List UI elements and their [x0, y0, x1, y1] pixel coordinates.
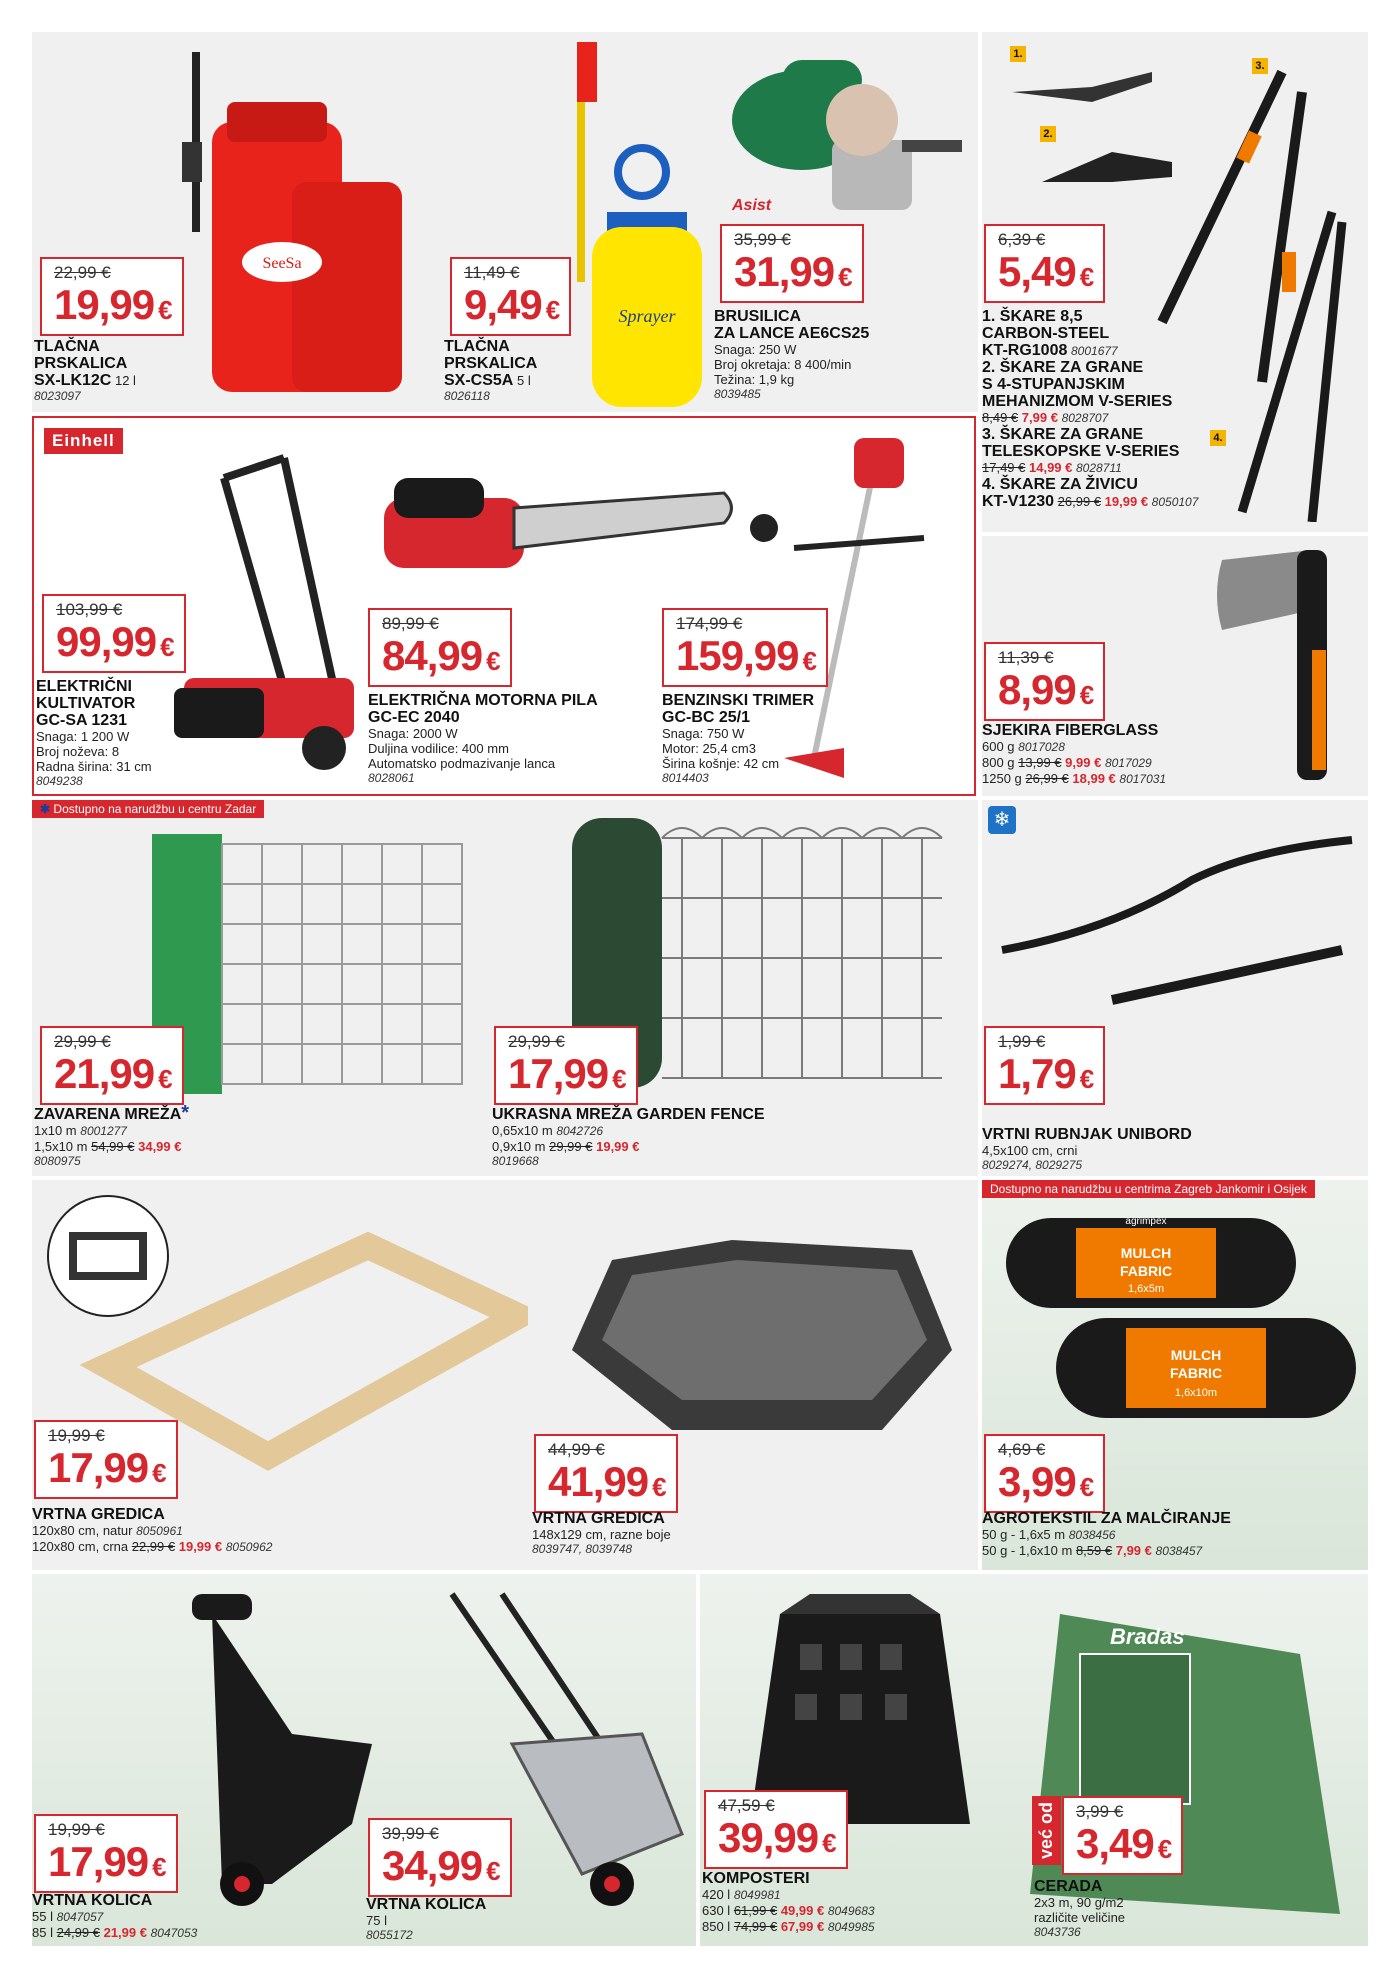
product-code: 8049981: [733, 1888, 781, 1902]
product-code: 8080975: [34, 1154, 81, 1168]
price-box: [450, 257, 571, 336]
old-price: 89,99 €: [382, 614, 439, 633]
product-name: TLAČNA: [444, 338, 510, 355]
sprayer-12l-image: [172, 42, 432, 412]
price-value: 31,99: [734, 248, 835, 295]
badge-3: 3.: [1252, 58, 1268, 74]
price-value: 99,99: [56, 618, 157, 665]
product-info: [492, 1106, 765, 1169]
currency: €: [1157, 1834, 1172, 1864]
product-name: ZA LANCE AE6CS25: [714, 325, 870, 342]
price-value: 41,99: [548, 1458, 649, 1505]
old-price: 19,99 €: [48, 1820, 105, 1839]
variant: 0,9x10 m: [492, 1139, 546, 1154]
availability-banner: [32, 800, 264, 818]
product-code: 8047057: [56, 1910, 104, 1924]
old-price: 8,49 €: [982, 410, 1019, 425]
product-info: [702, 1870, 875, 1935]
old-price: 74,99 €: [733, 1919, 778, 1934]
badge-2: 2.: [1040, 126, 1056, 142]
product-code: 8047053: [150, 1926, 198, 1940]
cell-shears: [982, 32, 1368, 532]
price-box: [984, 642, 1105, 721]
price-box: [42, 594, 186, 673]
new-price: [48, 1446, 166, 1495]
starting-from-badge: već od: [1032, 1796, 1061, 1865]
spec-line: Automatsko podmazivanje lanca: [368, 756, 556, 771]
new-price: [508, 1052, 626, 1101]
item-2-name: MEHANIZMOM V-SERIES: [982, 393, 1173, 410]
product-name: ELEKTRIČNI: [36, 678, 132, 695]
cell-raised-bed-wood: [32, 1180, 532, 1570]
product-code: 8050962: [225, 1540, 273, 1554]
variant: 50 g - 1,6x10 m: [982, 1543, 1073, 1558]
old-price: 54,99 €: [91, 1139, 135, 1154]
cell-sprayer-12l: [32, 32, 442, 412]
variant: 120x80 cm, natur: [32, 1523, 133, 1538]
product-name: KULTIVATOR: [36, 695, 136, 712]
price-box: [368, 608, 512, 687]
product-name: CERADA: [1034, 1878, 1103, 1895]
new-price: [56, 620, 174, 669]
variant: 1,5x10 m: [34, 1139, 88, 1154]
item-2-name: 2. ŠKARE ZA GRANE: [982, 359, 1144, 376]
variant: 50 g - 1,6x5 m: [982, 1527, 1066, 1542]
badge-4: 4.: [1210, 430, 1226, 446]
old-price: 26,99 €: [1025, 771, 1069, 786]
product-code: 8050107: [1151, 495, 1199, 509]
product-name: VRTNA GREDICA: [32, 1506, 165, 1523]
product-model: SX-CS5A: [444, 372, 514, 389]
spec-line: Motor: 25,4 cm3: [662, 741, 756, 756]
product-code: 8049683: [827, 1904, 875, 1918]
currency: €: [1079, 1064, 1094, 1094]
product-code: 8039485: [714, 387, 761, 401]
old-price: 22,99 €: [54, 263, 111, 282]
product-code: 8023097: [34, 389, 81, 403]
new-price: 7,99 €: [1115, 1543, 1152, 1558]
item-4-model: KT-V1230: [982, 493, 1055, 510]
product-code: 8001677: [1071, 344, 1118, 358]
product-code: 8049238: [36, 774, 83, 788]
cell-garden-fence: [492, 800, 978, 1176]
product-model: GC-EC 2040: [368, 709, 460, 726]
price-box: [984, 1026, 1105, 1105]
price-value: 5,49: [998, 248, 1076, 295]
currency: €: [152, 1458, 166, 1488]
price-box: [704, 1790, 848, 1869]
product-info: [982, 1510, 1231, 1559]
spec-line: Težina: 1,9 kg: [714, 372, 795, 387]
product-info: [714, 308, 869, 402]
product-name: PRSKALICA: [34, 355, 128, 372]
price-value: 34,99: [382, 1842, 483, 1889]
new-price: 14,99 €: [1029, 460, 1073, 475]
asist-logo: Asist: [732, 197, 772, 214]
product-code: 8039747, 8039748: [532, 1542, 633, 1556]
new-price: [382, 1844, 500, 1893]
availability-banner: Dostupno na narudžbu u centrima Zagreb Jankomir i Osijek: [982, 1180, 1315, 1198]
mulch-label: MULCH: [1170, 1347, 1222, 1363]
product-info: [662, 692, 814, 786]
price-value: 8,99: [998, 666, 1076, 713]
new-price: [998, 250, 1093, 299]
price-value: 3,49: [1076, 1820, 1154, 1867]
banner-text: Dostupno na narudžbu u centru Zadar: [53, 802, 257, 816]
new-price: 67,99 €: [780, 1919, 825, 1934]
product-info: [32, 1506, 272, 1555]
spec-line: Broj noževa: 8: [36, 744, 120, 759]
price-value: 39,99: [718, 1814, 819, 1861]
asterisk-icon: *: [181, 1102, 190, 1124]
old-price: 26,99 €: [1057, 494, 1102, 509]
currency: €: [612, 1064, 626, 1094]
item-2-name: S 4-STUPANJSKIM: [982, 376, 1125, 393]
product-name: SJEKIRA FIBERGLASS: [982, 722, 1159, 739]
old-price: 29,99 €: [508, 1032, 565, 1051]
new-price: [464, 283, 559, 332]
variant: 2x3 m, 90 g/m2: [1034, 1895, 1124, 1910]
currency: €: [486, 646, 500, 676]
product-name: UKRASNA MREŽA GARDEN FENCE: [492, 1106, 765, 1123]
product-code: 8050961: [136, 1524, 183, 1538]
old-price: 1,99 €: [998, 1032, 1046, 1051]
product-code: 8029274, 8029275: [982, 1158, 1083, 1172]
currency: €: [160, 632, 174, 662]
currency: €: [158, 1064, 172, 1094]
product-code: 8026118: [444, 389, 490, 403]
price-value: 17,99: [508, 1050, 609, 1097]
axe-image: [1202, 540, 1362, 790]
agrimpex-logo: agrimpex: [1125, 1216, 1167, 1227]
size-label: 1,6x10m: [1174, 1387, 1218, 1399]
new-price: 21,99 €: [103, 1925, 147, 1940]
product-info: [532, 1510, 671, 1557]
price-box: [40, 1026, 184, 1105]
product-name: BENZINSKI TRIMER: [662, 692, 814, 709]
fabric-label: FABRIC: [1119, 1263, 1173, 1279]
cell-welded-mesh: [32, 800, 492, 1176]
sprayer-5l-image: [537, 42, 707, 412]
price-box: [662, 608, 828, 687]
einhell-section: [32, 416, 976, 796]
old-price: 39,99 €: [382, 1824, 439, 1843]
product-model: GC-BC 25/1: [662, 709, 751, 726]
product-info: [444, 338, 537, 404]
product-code: 8017029: [1104, 756, 1152, 770]
mulch-label: MULCH: [1120, 1245, 1172, 1261]
cultivator-image: [164, 438, 384, 778]
new-price: [998, 1460, 1093, 1509]
new-price: [48, 1840, 166, 1889]
variant: 75 l: [366, 1913, 387, 1928]
price-box: [984, 1434, 1105, 1513]
variant: 55 l: [32, 1909, 53, 1924]
product-info: [368, 692, 598, 786]
new-price: [382, 634, 500, 683]
old-price: 13,99 €: [1018, 755, 1062, 770]
product-name: KOMPOSTERI: [702, 1870, 810, 1887]
old-price: 103,99 €: [56, 600, 123, 619]
snowflake-icon: ❄: [988, 806, 1016, 834]
sprayer-logo: Sprayer: [618, 306, 676, 326]
old-price: 11,49 €: [464, 263, 520, 282]
product-name: ELEKTRIČNA MOTORNA PILA: [368, 692, 598, 709]
variant: 4,5x100 cm, crni: [982, 1143, 1078, 1158]
variant: 800 g: [982, 755, 1015, 770]
old-price: 61,99 €: [733, 1903, 778, 1918]
volume: 12 l: [114, 373, 136, 388]
new-price: 49,99 €: [780, 1903, 825, 1918]
price-box: [494, 1026, 638, 1105]
variant: 1250 g: [982, 771, 1022, 786]
product-name: PRSKALICA: [444, 355, 538, 372]
volume: 5 l: [516, 373, 531, 388]
cell-sprayer-5l: [442, 32, 712, 412]
new-price: [676, 634, 816, 683]
new-price: 34,99 €: [138, 1139, 182, 1154]
old-price: 29,99 €: [54, 1032, 111, 1051]
new-price: 7,99 €: [1021, 410, 1058, 425]
product-code: 8055172: [366, 1928, 413, 1942]
variant: 148x129 cm, razne boje: [532, 1527, 671, 1542]
product-code: 8028061: [368, 771, 415, 785]
currency: €: [802, 646, 816, 676]
spec-line: Snaga: 1 200 W: [36, 729, 130, 744]
currency: €: [838, 262, 852, 292]
product-info: [982, 722, 1166, 787]
new-price: [54, 1052, 172, 1101]
variant: 120x80 cm, crna: [32, 1539, 129, 1554]
product-code: 8001277: [80, 1124, 127, 1138]
old-price: 8,59 €: [1075, 1543, 1113, 1558]
product-name: VRTNA GREDICA: [532, 1510, 665, 1527]
new-price: [1076, 1822, 1171, 1871]
cell-composters: [700, 1574, 1368, 1946]
variant: 85 l: [32, 1925, 53, 1940]
price-box: [34, 1814, 178, 1893]
product-info: [36, 678, 152, 789]
item-3-name: 3. ŠKARE ZA GRANE: [982, 426, 1144, 443]
spec-line: Radna širina: 31 cm: [36, 759, 152, 774]
currency: €: [158, 295, 172, 325]
new-price: [998, 668, 1093, 717]
currency: €: [1079, 680, 1094, 710]
price-box: [534, 1434, 678, 1513]
border-edging-image: [992, 820, 1362, 1010]
product-info: [982, 308, 1232, 510]
cell-chain-sharpener: [712, 32, 978, 412]
item-3-name: TELESKOPSKE V-SERIES: [982, 443, 1180, 460]
product-code: 8017028: [1018, 740, 1065, 754]
price-value: 84,99: [382, 632, 483, 679]
variant: 630 l: [702, 1903, 731, 1918]
einhell-logo: Einhell: [44, 428, 123, 454]
product-name: VRTNA KOLICA: [366, 1896, 487, 1913]
item-1-name: CARBON-STEEL: [982, 325, 1110, 342]
currency: €: [1079, 262, 1094, 292]
new-price: 19,99 €: [1104, 494, 1149, 509]
fabric-label: FABRIC: [1169, 1365, 1223, 1381]
old-price: 174,99 €: [676, 614, 743, 633]
variant: 600 g: [982, 739, 1015, 754]
sharpener-image: [712, 40, 978, 250]
raised-bed-hex-image: [552, 1220, 972, 1450]
product-code: 8038456: [1068, 1528, 1116, 1542]
new-price: 19,99 €: [178, 1539, 223, 1554]
old-price: 47,59 €: [718, 1796, 775, 1815]
variant: 850 l: [702, 1919, 731, 1934]
product-code: 8017031: [1119, 772, 1167, 786]
old-price: 29,99 €: [549, 1139, 593, 1154]
variant: 0,65x10 m: [492, 1123, 553, 1138]
old-price: 6,39 €: [998, 230, 1046, 249]
product-info: [34, 338, 136, 404]
currency: €: [152, 1852, 166, 1882]
price-box: [34, 1420, 178, 1499]
item-1-name: 1. ŠKARE 8,5: [982, 308, 1083, 325]
badge-1: 1.: [1010, 46, 1026, 62]
mulch-fabric-image: [996, 1208, 1366, 1438]
product-name: ZAVARENA MREŽA: [34, 1106, 182, 1123]
product-model: SX-LK12C: [34, 372, 112, 389]
old-price: 44,99 €: [548, 1440, 605, 1459]
cell-raised-bed-hex: [532, 1180, 978, 1570]
variant: 1x10 m: [34, 1123, 77, 1138]
item-4-name: 4. ŠKARE ZA ŽIVICU: [982, 476, 1138, 493]
price-box: [40, 257, 184, 336]
new-price: 18,99 €: [1072, 771, 1116, 786]
old-price: 4,69 €: [998, 1440, 1046, 1459]
price-box: [368, 1818, 512, 1897]
bradas-logo: Bradas: [1110, 1624, 1185, 1649]
product-code: 8049985: [827, 1920, 875, 1934]
spec-line: Snaga: 750 W: [662, 726, 745, 741]
seesa-logo: SeeSa: [262, 255, 302, 272]
price-value: 9,49: [464, 281, 542, 328]
product-info: [366, 1896, 486, 1943]
product-info: [34, 1102, 190, 1169]
price-value: 3,99: [998, 1458, 1076, 1505]
new-price: [54, 283, 172, 332]
new-price: [718, 1816, 836, 1865]
product-code: 8042726: [556, 1124, 604, 1138]
size-label: 1,6x5m: [1127, 1283, 1165, 1295]
variant: različite veličine: [1034, 1910, 1126, 1925]
asterisk-icon: ✱: [40, 802, 51, 816]
new-price: 9,99 €: [1065, 755, 1102, 770]
new-price: [734, 250, 852, 299]
product-name: TLAČNA: [34, 338, 100, 355]
price-value: 1,79: [998, 1050, 1076, 1097]
product-code: 8014403: [662, 771, 709, 785]
product-model: GC-SA 1231: [36, 712, 127, 729]
product-name: VRTNA KOLICA: [32, 1892, 153, 1909]
product-info: [982, 1126, 1192, 1173]
product-code: 8038457: [1155, 1544, 1203, 1558]
product-name: VRTNI RUBNJAK UNIBORD: [982, 1126, 1192, 1143]
currency: €: [652, 1472, 666, 1502]
cell-axe: [982, 536, 1368, 796]
variant: 420 l: [702, 1887, 731, 1902]
price-box: [984, 224, 1105, 303]
cell-agrotextile: [982, 1180, 1368, 1570]
price-box: [720, 224, 864, 303]
product-code: 8043736: [1034, 1925, 1081, 1939]
product-code: 8019668: [492, 1154, 539, 1168]
new-price: [548, 1460, 666, 1509]
old-price: 22,99 €: [131, 1539, 176, 1554]
currency: €: [822, 1828, 836, 1858]
welded-mesh-image: [142, 824, 482, 1104]
currency: €: [486, 1856, 500, 1886]
price-value: 159,99: [676, 632, 799, 679]
price-box: [1062, 1796, 1183, 1875]
cell-unibord: [982, 800, 1368, 1176]
chainsaw-image: [364, 438, 744, 588]
price-value: 17,99: [48, 1838, 149, 1885]
old-price: 19,99 €: [48, 1426, 105, 1445]
product-code: 8028707: [1061, 411, 1109, 425]
old-price: 35,99 €: [734, 230, 791, 249]
spec-line: Snaga: 250 W: [714, 342, 797, 357]
price-value: 17,99: [48, 1444, 149, 1491]
old-price: 17,49 €: [982, 460, 1026, 475]
spec-line: Snaga: 2000 W: [368, 726, 458, 741]
spec-line: Broj okretaja: 8 400/min: [714, 357, 852, 372]
price-value: 19,99: [54, 281, 155, 328]
price-value: 21,99: [54, 1050, 155, 1097]
spec-line: Duljina vodilice: 400 mm: [368, 741, 509, 756]
new-price: 19,99 €: [596, 1139, 640, 1154]
product-code: 8028711: [1076, 461, 1122, 475]
old-price: 24,99 €: [56, 1925, 100, 1940]
item-1-model: KT-RG1008: [982, 342, 1068, 359]
old-price: 3,99 €: [1076, 1802, 1124, 1821]
spec-line: Širina košnje: 42 cm: [662, 756, 780, 771]
product-name: AGROTEKSTIL ZA MALČIRANJE: [982, 1510, 1231, 1527]
product-info: [32, 1892, 197, 1941]
product-info: [1034, 1878, 1125, 1940]
product-name: BRUSILICA: [714, 308, 802, 325]
currency: €: [1079, 1472, 1094, 1502]
old-price: 11,39 €: [998, 648, 1054, 667]
cell-garden-carts: [32, 1574, 696, 1946]
new-price: [998, 1052, 1093, 1101]
currency: €: [545, 295, 560, 325]
